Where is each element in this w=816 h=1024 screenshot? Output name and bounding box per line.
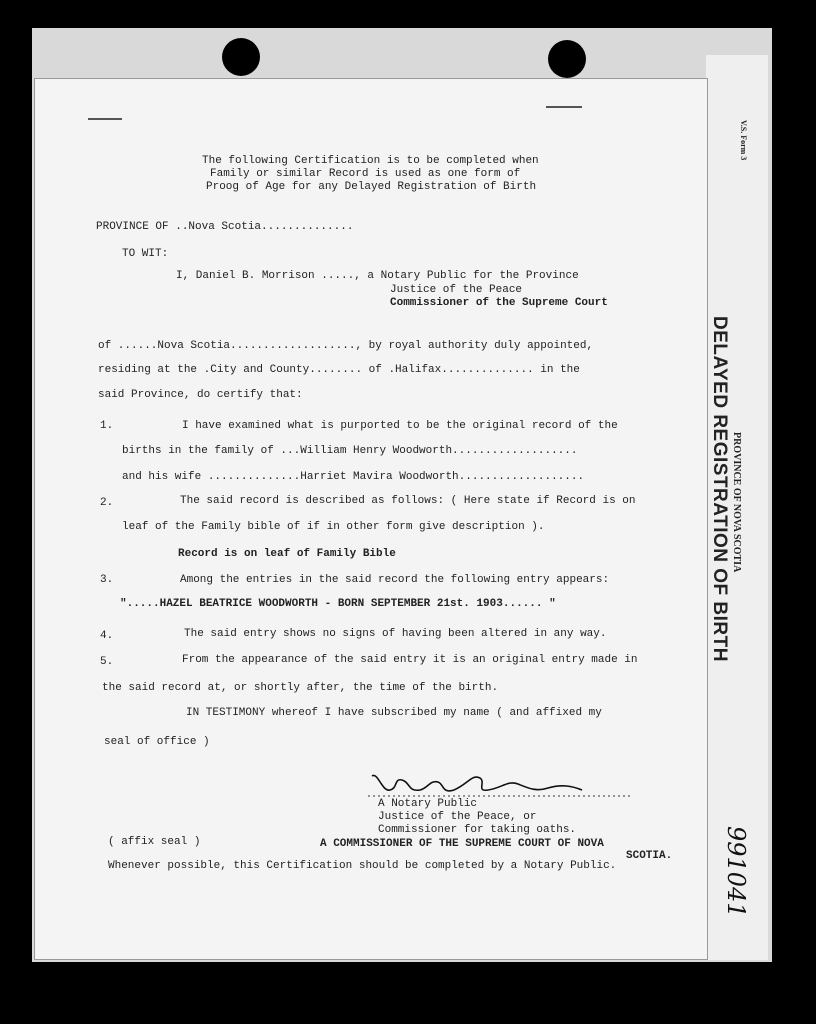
family-line: births in the family of ...William Henry Woodworth................... <box>122 445 578 457</box>
certificate-page <box>34 78 708 960</box>
affix-seal-label: ( affix seal ) <box>108 836 201 848</box>
province-side-label: PROVINCE OF NOVA SCOTIA <box>731 432 742 573</box>
commissioner-stamp: A COMMISSIONER OF THE SUPREME COURT OF NOVA <box>320 838 604 850</box>
header-line-1: The following Certification is to be completed when <box>202 155 539 167</box>
birth-entry: ".....HAZEL BEATRICE WOODWORTH - BORN SEPTEMBER 21st. 1903...... " <box>120 598 556 610</box>
item-number-2: 2. <box>100 497 114 509</box>
handwritten-number: 991041 <box>722 826 750 918</box>
to-wit: TO WIT: <box>122 248 169 260</box>
said-province-line: said Province, do certify that: <box>98 389 303 401</box>
whenever-note: Whenever possible, this Certification should be completed by a Notary Public. <box>108 860 617 872</box>
commissioner-line: Commissioner of the Supreme Court <box>390 297 608 309</box>
residing-line: residing at the .City and County........ of .Halifax.............. in the <box>98 364 580 376</box>
side-title: DELAYED REGISTRATION OF BIRTH <box>709 316 730 662</box>
punch-hole-left <box>222 38 260 76</box>
header-line-2: Family or similar Record is used as one form of <box>210 168 521 180</box>
item-number-4: 4. <box>100 630 114 642</box>
seal-of-office-line: seal of office ) <box>104 736 210 748</box>
form-number: V.S. Form 3 <box>739 120 748 161</box>
commissioner-label: Commissioner for taking oaths. <box>378 824 577 836</box>
item-number-3: 3. <box>100 574 114 586</box>
header-line-3: Proog of Age for any Delayed Registration of Birth <box>206 181 537 193</box>
signature <box>368 770 630 800</box>
of-line: of ......Nova Scotia..................., by royal authority duly appointed, <box>98 340 594 352</box>
item-2-text: The said record is described as follows: ( Here state if Record is on <box>180 495 636 507</box>
justice-line: Justice of the Peace <box>390 284 523 296</box>
notary-public-label: A Notary Public <box>378 798 478 810</box>
record-description: Record is on leaf of Family Bible <box>178 548 396 560</box>
punch-hole-right <box>548 40 586 78</box>
notary-line: I, Daniel B. Morrison ....., a Notary Public for the Province <box>176 270 579 282</box>
margin-mark <box>546 106 582 108</box>
testimony-line: IN TESTIMONY whereof I have subscribed my name ( and affixed my <box>186 707 602 719</box>
margin-mark <box>88 118 122 120</box>
item-5-text-cont: the said record at, or shortly after, the time of the birth. <box>102 682 499 694</box>
wife-line: and his wife ..............Harriet Mavira Woodworth................... <box>122 471 585 483</box>
commissioner-stamp-cont: SCOTIA. <box>626 850 673 862</box>
item-5-text: From the appearance of the said entry it is an original entry made in <box>182 654 638 666</box>
item-number-1: 1. <box>100 420 114 432</box>
item-1-text: I have examined what is purported to be the original record of the <box>182 420 618 432</box>
item-4-text: The said entry shows no signs of having been altered in any way. <box>184 628 607 640</box>
justice-label: Justice of the Peace, or <box>378 811 537 823</box>
province-line: PROVINCE OF ..Nova Scotia.............. <box>96 221 354 233</box>
item-number-5: 5. <box>100 656 114 668</box>
item-3-text: Among the entries in the said record the following entry appears: <box>180 574 610 586</box>
item-2-text-cont: leaf of the Family bible of if in other form give description ). <box>122 521 545 533</box>
